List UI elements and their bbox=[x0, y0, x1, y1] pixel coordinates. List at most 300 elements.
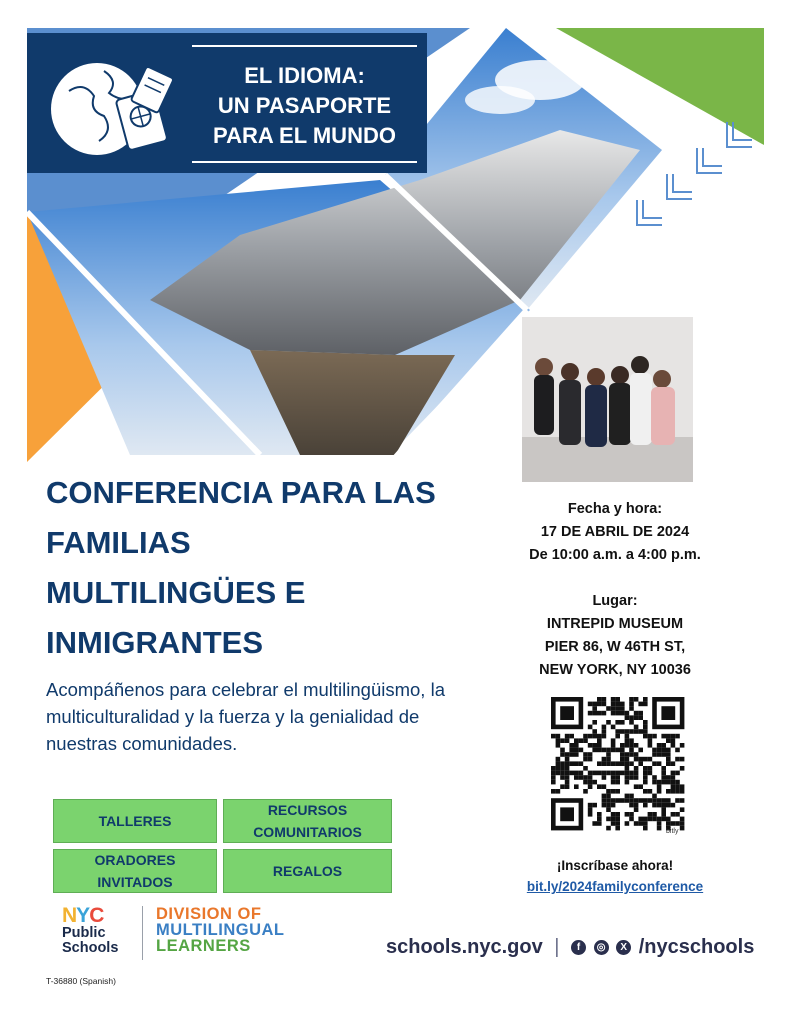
qr-module bbox=[597, 697, 602, 702]
qr-module bbox=[611, 798, 616, 803]
qr-module bbox=[574, 761, 579, 766]
qr-module bbox=[583, 789, 588, 794]
qr-module bbox=[583, 766, 588, 771]
footer-links bbox=[386, 936, 766, 959]
qr-module bbox=[671, 789, 676, 794]
qr-module bbox=[657, 743, 662, 748]
qr-module bbox=[615, 817, 620, 822]
nyc-public-schools-logo bbox=[62, 906, 137, 956]
qr-module bbox=[611, 775, 616, 780]
banner-title bbox=[187, 61, 422, 151]
qr-module bbox=[565, 752, 570, 757]
social-handle[interactable]: /nycschools bbox=[638, 936, 755, 958]
qr-module bbox=[643, 826, 648, 831]
qr-module bbox=[602, 794, 607, 799]
qr-module bbox=[666, 752, 671, 757]
qr-finder bbox=[560, 706, 574, 720]
qr-module bbox=[615, 771, 620, 776]
qr-module bbox=[661, 807, 666, 812]
qr-module bbox=[661, 775, 666, 780]
qr-module bbox=[583, 738, 588, 743]
qr-module bbox=[615, 798, 620, 803]
division-multilingual-learners-logo bbox=[156, 906, 285, 954]
division-line: LEARNERS bbox=[156, 937, 251, 955]
qr-module bbox=[661, 817, 666, 822]
qr-module bbox=[671, 821, 676, 826]
qr-module bbox=[661, 748, 666, 753]
qr-module bbox=[606, 720, 611, 725]
qr-module bbox=[629, 798, 634, 803]
qr-module bbox=[625, 738, 630, 743]
qr-module bbox=[615, 789, 620, 794]
qr-module bbox=[675, 771, 680, 776]
qr-module bbox=[606, 807, 611, 812]
qr-module bbox=[602, 748, 607, 753]
qr-module bbox=[583, 734, 588, 739]
qr-module bbox=[638, 784, 643, 789]
qr-module bbox=[652, 794, 657, 799]
qr-module bbox=[565, 738, 570, 743]
qr-module bbox=[629, 775, 634, 780]
qr-module bbox=[643, 720, 648, 725]
qr-module bbox=[611, 789, 616, 794]
qr-module bbox=[574, 748, 579, 753]
qr-module bbox=[620, 702, 625, 707]
qr-module bbox=[592, 803, 597, 808]
qr-finder bbox=[661, 706, 675, 720]
banner-title-line: PARA EL MUNDO bbox=[213, 123, 396, 148]
qr-module bbox=[565, 775, 570, 780]
qr-module bbox=[579, 775, 584, 780]
qr-module bbox=[579, 738, 584, 743]
qr-module bbox=[643, 771, 648, 776]
qr-module bbox=[602, 729, 607, 734]
qr-module bbox=[588, 725, 593, 730]
qr-module bbox=[560, 761, 565, 766]
qr-module bbox=[671, 771, 676, 776]
qr-module bbox=[606, 752, 611, 757]
qr-module bbox=[680, 817, 685, 822]
qr-module bbox=[615, 775, 620, 780]
qr-module bbox=[597, 812, 602, 817]
qr-module bbox=[666, 789, 671, 794]
date-label: Fecha y hora: bbox=[567, 501, 663, 517]
qr-module bbox=[666, 775, 671, 780]
qr-module bbox=[643, 702, 648, 707]
qr-module bbox=[597, 738, 602, 743]
qr-module bbox=[671, 780, 676, 785]
qr-module bbox=[625, 734, 630, 739]
qr-module bbox=[569, 761, 574, 766]
qr-module bbox=[588, 812, 593, 817]
qr-module bbox=[634, 697, 639, 702]
qr-module bbox=[666, 798, 671, 803]
qr-module bbox=[606, 748, 611, 753]
qr-module bbox=[661, 812, 666, 817]
qr-module bbox=[648, 817, 653, 822]
qr-module bbox=[551, 780, 556, 785]
feature-oradores-invitados: ORADORES INVITADOS bbox=[53, 849, 217, 893]
qr-module bbox=[625, 780, 630, 785]
qr-module bbox=[657, 748, 662, 753]
qr-module bbox=[625, 821, 630, 826]
qr-module bbox=[666, 761, 671, 766]
qr-module bbox=[569, 752, 574, 757]
qr-module bbox=[657, 784, 662, 789]
qr-module bbox=[634, 743, 639, 748]
qr-module bbox=[597, 702, 602, 707]
qr-module bbox=[602, 798, 607, 803]
qr-module bbox=[638, 702, 643, 707]
qr-module bbox=[652, 812, 657, 817]
qr-module bbox=[602, 702, 607, 707]
qr-module bbox=[615, 826, 620, 831]
qr-module bbox=[606, 771, 611, 776]
qr-module bbox=[588, 734, 593, 739]
qr-module bbox=[597, 748, 602, 753]
qr-module bbox=[556, 743, 561, 748]
qr-module bbox=[661, 798, 666, 803]
qr-module bbox=[560, 771, 565, 776]
qr-module bbox=[643, 729, 648, 734]
qr-module bbox=[629, 715, 634, 720]
qr-module bbox=[556, 738, 561, 743]
qr-module bbox=[680, 757, 685, 762]
qr-module bbox=[611, 780, 616, 785]
chevron-arrows bbox=[637, 122, 752, 225]
qr-module bbox=[574, 775, 579, 780]
qr-module bbox=[652, 803, 657, 808]
qr-module bbox=[565, 771, 570, 776]
qr-module bbox=[560, 766, 565, 771]
qr-module bbox=[625, 798, 630, 803]
place-line: PIER 86, W 46TH ST, bbox=[544, 639, 686, 655]
qr-module bbox=[629, 720, 634, 725]
qr-module bbox=[643, 697, 648, 702]
qr-module bbox=[597, 711, 602, 716]
qr-module bbox=[620, 798, 625, 803]
place-label: Lugar: bbox=[592, 593, 638, 609]
website-link[interactable]: schools.nyc.gov bbox=[386, 936, 543, 958]
qr-module bbox=[657, 821, 662, 826]
qr-module bbox=[560, 752, 565, 757]
qr-module bbox=[615, 711, 620, 716]
qr-module bbox=[629, 743, 634, 748]
qr-module bbox=[620, 743, 625, 748]
qr-module bbox=[588, 784, 593, 789]
banner-title-line: UN PASAPORTE bbox=[217, 93, 392, 118]
qr-module bbox=[680, 826, 685, 831]
qr-module bbox=[675, 734, 680, 739]
qr-module bbox=[615, 821, 620, 826]
qr-module bbox=[657, 789, 662, 794]
qr-module bbox=[620, 761, 625, 766]
qr-module bbox=[597, 743, 602, 748]
qr-module bbox=[611, 743, 616, 748]
qr-module bbox=[638, 711, 643, 716]
qr-module bbox=[634, 752, 639, 757]
qr-module bbox=[675, 784, 680, 789]
qr-module bbox=[629, 803, 634, 808]
qr-module bbox=[648, 766, 653, 771]
division-line: DIVISION OF bbox=[156, 905, 262, 923]
qr-module bbox=[675, 812, 680, 817]
event-date: 17 DE ABRIL DE 2024 bbox=[540, 524, 690, 540]
qr-module bbox=[675, 757, 680, 762]
qr-module bbox=[625, 794, 630, 799]
qr-module bbox=[666, 757, 671, 762]
qr-module bbox=[634, 807, 639, 812]
feature-recursos-comunitarios: RECURSOS COMUNITARIOS bbox=[223, 799, 392, 843]
qr-module bbox=[661, 780, 666, 785]
qr-module bbox=[556, 734, 561, 739]
qr-module bbox=[671, 803, 676, 808]
qr-module bbox=[625, 711, 630, 716]
qr-module bbox=[634, 775, 639, 780]
qr-module bbox=[625, 757, 630, 762]
qr-module bbox=[597, 784, 602, 789]
qr-module bbox=[588, 752, 593, 757]
qr-module bbox=[638, 798, 643, 803]
qr-module bbox=[606, 761, 611, 766]
qr-module bbox=[648, 798, 653, 803]
qr-module bbox=[574, 784, 579, 789]
qr-module bbox=[556, 766, 561, 771]
qr-module bbox=[643, 734, 648, 739]
qr-module bbox=[648, 771, 653, 776]
qr-module bbox=[638, 757, 643, 762]
qr-module bbox=[652, 798, 657, 803]
x-icon[interactable]: X bbox=[616, 940, 631, 955]
qr-module bbox=[648, 757, 653, 762]
qr-module bbox=[579, 761, 584, 766]
qr-module bbox=[657, 803, 662, 808]
qr-module bbox=[666, 738, 671, 743]
qr-module bbox=[625, 761, 630, 766]
schools-label: Schools bbox=[62, 940, 119, 956]
qr-module bbox=[634, 729, 639, 734]
public-label: Public bbox=[62, 925, 106, 941]
qr-module bbox=[652, 761, 657, 766]
qr-module bbox=[652, 748, 657, 753]
qr-module bbox=[592, 771, 597, 776]
intro-paragraph: Acompáñenos para celebrar el multilingüismo, la multiculturalidad y la fuerza y la genialidad de nuestras comunidades. bbox=[46, 679, 445, 754]
qr-module bbox=[625, 743, 630, 748]
headline-line: CONFERENCIA PARA LAS bbox=[46, 475, 436, 510]
qr-module bbox=[560, 775, 565, 780]
signup-link[interactable]: bit.ly/2024familyconference bbox=[526, 879, 704, 894]
qr-module bbox=[680, 798, 685, 803]
qr-module bbox=[634, 803, 639, 808]
qr-module bbox=[629, 729, 634, 734]
qr-module bbox=[602, 697, 607, 702]
qr-module bbox=[606, 757, 611, 762]
qr-module bbox=[634, 771, 639, 776]
qr-module bbox=[569, 771, 574, 776]
qr-module bbox=[551, 734, 556, 739]
qr-module bbox=[611, 761, 616, 766]
qr-module bbox=[592, 720, 597, 725]
qr-module bbox=[666, 821, 671, 826]
qr-module bbox=[661, 771, 666, 776]
nyc-wordmark: NYC bbox=[62, 904, 104, 927]
qr-module bbox=[620, 706, 625, 711]
qr-module bbox=[643, 780, 648, 785]
qr-module bbox=[611, 706, 616, 711]
qr-module bbox=[602, 803, 607, 808]
logo-divider bbox=[142, 906, 143, 960]
qr-module bbox=[657, 761, 662, 766]
qr-module bbox=[629, 702, 634, 707]
qr-module bbox=[629, 761, 634, 766]
qr-module bbox=[588, 771, 593, 776]
qr-module bbox=[556, 771, 561, 776]
qr-module bbox=[629, 697, 634, 702]
qr-module bbox=[680, 766, 685, 771]
qr-module bbox=[666, 817, 671, 822]
qr-module bbox=[661, 734, 666, 739]
qr-module bbox=[583, 780, 588, 785]
qr-module bbox=[648, 789, 653, 794]
qr-code[interactable] bbox=[548, 694, 688, 836]
instagram-icon[interactable]: ◎ bbox=[594, 940, 609, 955]
qr-module bbox=[611, 711, 616, 716]
qr-finder bbox=[560, 807, 574, 821]
qr-module bbox=[615, 706, 620, 711]
qr-module bbox=[565, 766, 570, 771]
qr-module bbox=[565, 734, 570, 739]
qr-module bbox=[620, 720, 625, 725]
qr-module bbox=[620, 748, 625, 753]
qr-module bbox=[625, 766, 630, 771]
document-number: T-36880 (Spanish) bbox=[46, 976, 116, 986]
qr-module bbox=[588, 807, 593, 812]
qr-module bbox=[643, 757, 648, 762]
qr-module bbox=[666, 734, 671, 739]
qr-module bbox=[556, 761, 561, 766]
headline-line: INMIGRANTES bbox=[46, 625, 263, 660]
qr-module bbox=[611, 817, 616, 822]
qr-module bbox=[615, 697, 620, 702]
qr-module bbox=[597, 771, 602, 776]
qr-module bbox=[611, 738, 616, 743]
qr-module bbox=[634, 798, 639, 803]
qr-module bbox=[671, 775, 676, 780]
qr-module bbox=[569, 743, 574, 748]
qr-module bbox=[629, 771, 634, 776]
qr-module bbox=[611, 771, 616, 776]
qr-module bbox=[560, 738, 565, 743]
qr-module bbox=[643, 821, 648, 826]
place-line: INTREPID MUSEUM bbox=[546, 616, 684, 632]
cloud bbox=[465, 86, 535, 114]
place-line: NEW YORK, NY 10036 bbox=[539, 662, 691, 678]
qr-module bbox=[648, 743, 653, 748]
qr-module bbox=[583, 752, 588, 757]
qr-module bbox=[615, 702, 620, 707]
qr-module bbox=[611, 702, 616, 707]
qr-module bbox=[638, 817, 643, 822]
qr-module bbox=[588, 803, 593, 808]
qr-module bbox=[615, 812, 620, 817]
qr-module bbox=[620, 771, 625, 776]
qr-module bbox=[602, 784, 607, 789]
qr-module bbox=[569, 748, 574, 753]
qr-module bbox=[592, 702, 597, 707]
qr-module bbox=[583, 757, 588, 762]
qr-module bbox=[675, 821, 680, 826]
qr-module bbox=[643, 798, 648, 803]
qr-module bbox=[643, 766, 648, 771]
qr-module bbox=[588, 780, 593, 785]
qr-module bbox=[680, 743, 685, 748]
headline-line: FAMILIAS bbox=[46, 525, 191, 560]
qr-module bbox=[671, 734, 676, 739]
qr-module bbox=[602, 771, 607, 776]
qr-module bbox=[588, 775, 593, 780]
qr-module bbox=[620, 711, 625, 716]
qr-module bbox=[551, 775, 556, 780]
qr-module bbox=[643, 803, 648, 808]
qr-module bbox=[583, 775, 588, 780]
qr-module bbox=[565, 780, 570, 785]
qr-module bbox=[565, 757, 570, 762]
event-details bbox=[500, 498, 730, 682]
qr-module bbox=[620, 752, 625, 757]
facebook-icon[interactable]: f bbox=[571, 940, 586, 955]
qr-module bbox=[625, 729, 630, 734]
qr-module bbox=[629, 794, 634, 799]
qr-module bbox=[625, 812, 630, 817]
qr-module bbox=[634, 715, 639, 720]
qr-module bbox=[652, 817, 657, 822]
qr-module bbox=[671, 738, 676, 743]
qr-label: bitly bbox=[666, 828, 679, 835]
qr-module bbox=[657, 752, 662, 757]
qr-module bbox=[648, 738, 653, 743]
qr-module bbox=[592, 780, 597, 785]
qr-module bbox=[680, 807, 685, 812]
qr-module bbox=[602, 725, 607, 730]
qr-module bbox=[629, 748, 634, 753]
qr-module bbox=[615, 720, 620, 725]
qr-module bbox=[592, 729, 597, 734]
qr-module bbox=[574, 752, 579, 757]
qr-module bbox=[666, 748, 671, 753]
qr-module bbox=[611, 803, 616, 808]
qr-module bbox=[638, 821, 643, 826]
qr-module bbox=[666, 803, 671, 808]
qr-module bbox=[588, 757, 593, 762]
qr-module bbox=[634, 784, 639, 789]
qr-module bbox=[606, 794, 611, 799]
qr-module bbox=[579, 748, 584, 753]
conference-headline bbox=[46, 468, 466, 668]
qr-module bbox=[648, 812, 653, 817]
qr-module bbox=[634, 725, 639, 730]
qr-module bbox=[592, 706, 597, 711]
headline-line: MULTILINGÜES E bbox=[46, 575, 306, 610]
qr-module bbox=[606, 826, 611, 831]
qr-module bbox=[551, 789, 556, 794]
qr-module bbox=[629, 706, 634, 711]
qr-module bbox=[675, 780, 680, 785]
qr-module bbox=[565, 784, 570, 789]
qr-module bbox=[606, 798, 611, 803]
qr-module bbox=[588, 743, 593, 748]
qr-module bbox=[592, 748, 597, 753]
qr-module bbox=[606, 803, 611, 808]
